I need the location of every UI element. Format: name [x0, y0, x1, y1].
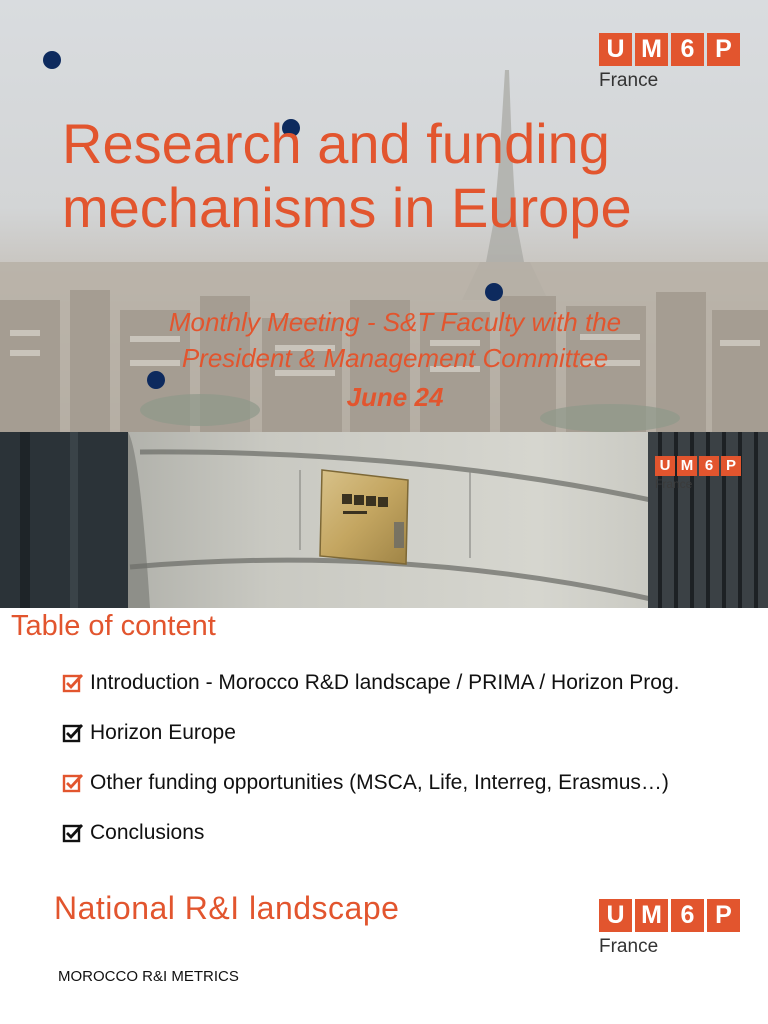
building-photo-slide — [0, 432, 768, 608]
toc-item — [62, 808, 679, 858]
checkbox-checked-icon — [62, 822, 84, 844]
logo-letter: M — [677, 456, 697, 476]
logo-letter: 6 — [699, 456, 719, 476]
checkbox-checked-icon — [62, 672, 84, 694]
meeting-date: June 24 — [346, 382, 444, 412]
toc-item-label: Horizon Europe — [90, 721, 236, 744]
building-facade-photo — [0, 432, 768, 608]
logo-letter: U — [599, 899, 632, 932]
checkbox-checked-icon — [62, 722, 84, 744]
um6p-france-logo-small — [655, 456, 741, 491]
subtitle-line-1: Monthly Meeting - S&T Faculty with the — [168, 307, 622, 337]
title-line-2: mechanisms in Europe — [62, 176, 632, 239]
logo-letter: U — [655, 456, 675, 476]
subtitle-line-2: President & Management Committee — [181, 343, 609, 373]
decorative-dot — [43, 51, 61, 69]
toc-list — [62, 658, 679, 858]
toc-item — [62, 758, 679, 808]
logo-letter: P — [707, 899, 740, 932]
logo-letter: U — [599, 33, 632, 66]
um6p-france-logo — [599, 33, 740, 92]
toc-title: Table of content — [11, 610, 216, 642]
logo-letter: M — [635, 33, 668, 66]
logo-subtitle: France — [599, 936, 659, 957]
national-landscape-slide — [0, 862, 768, 1024]
title-slide — [0, 0, 768, 432]
logo-letter: 6 — [671, 33, 704, 66]
slide-title — [62, 112, 752, 240]
logo-letter: 6 — [671, 899, 704, 932]
title-line-1: Research and funding — [62, 112, 610, 175]
um6p-france-logo — [599, 899, 740, 958]
logo-subtitle: France — [655, 477, 693, 491]
section-subtitle: MOROCCO R&I METRICS — [58, 968, 239, 985]
logo-letter: P — [707, 33, 740, 66]
toc-item — [62, 658, 679, 708]
toc-item-label: Other funding opportunities (MSCA, Life, Interreg, Erasmus…) — [90, 771, 669, 794]
decorative-dot — [485, 283, 503, 301]
slide-subtitle — [0, 304, 768, 376]
toc-item — [62, 708, 679, 758]
table-of-content-slide — [0, 608, 768, 862]
toc-item-label: Conclusions — [90, 821, 205, 844]
checkbox-checked-icon — [62, 772, 84, 794]
logo-letter: P — [721, 456, 741, 476]
logo-subtitle: France — [599, 70, 659, 91]
toc-item-label: Introduction - Morocco R&D landscape / PRIMA / Horizon Prog. — [90, 671, 680, 694]
section-title: National R&I landscape — [54, 890, 400, 926]
logo-letter: M — [635, 899, 668, 932]
